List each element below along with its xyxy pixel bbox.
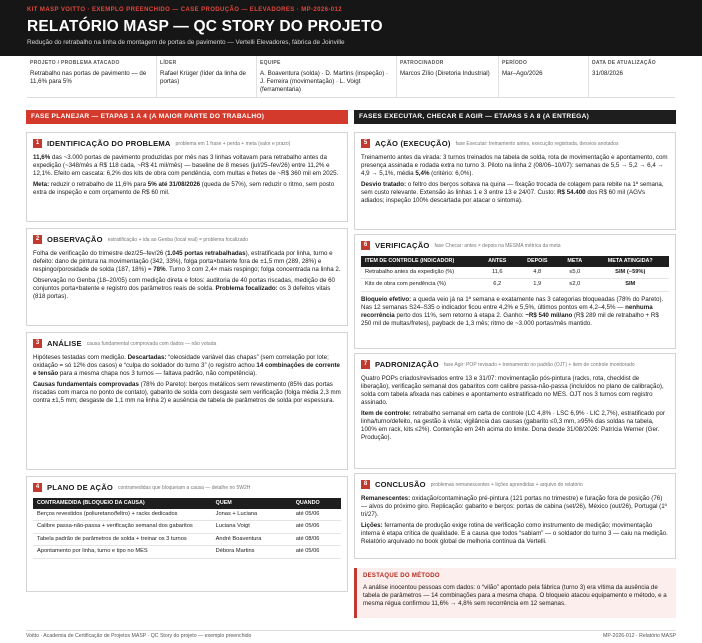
section-title: PADRONIZAÇÃO <box>375 360 439 369</box>
step-number: 7 <box>361 360 370 369</box>
column-header: ANTES <box>478 256 516 267</box>
table-cell: até 05/06 <box>292 521 341 533</box>
section-subtitle: fase Executar: treinamento antes, execução registrada, desvios anotados <box>455 140 619 147</box>
meta-value: 31/08/2026 <box>592 69 623 77</box>
table-row <box>361 267 669 279</box>
section-subtitle: problema em 1 frase + perda + meta (valor e prazo) <box>175 140 291 147</box>
do-check-act-column <box>354 110 676 607</box>
table-row <box>33 509 341 521</box>
section-subtitle: estratificação + ida ao Genba (local real) = problema focalizado <box>107 236 249 243</box>
column-header: META ATINGIDA? <box>592 256 669 267</box>
section-conclusao <box>354 473 676 559</box>
page-title: RELATÓRIO MASP — QC STORY DO PROJETO <box>27 17 383 35</box>
phase-execute-header: FASES EXECUTAR, CHECAR E AGIR — ETAPAS 5 A 8 (A ENTREGA) <box>354 110 676 124</box>
method-highlight-callout <box>354 568 676 618</box>
callout-text: A análise inocentou pessoas com dados: o “vilão” apontado pela fábrica (turno 3) era vítima da ausência de tabela de parâmetros — 14 combinações para a mesma chapa. O bloqueio atacou equipamento e método, e a mesma régua confirmou 11,6% → 4,8% sem recorrência em 12 semanas. <box>363 583 667 607</box>
meta-value: Rafael Krüger (líder da linha de portas) <box>160 69 246 85</box>
table-cell: 6,2 <box>478 279 516 291</box>
section-title: CONCLUSÃO <box>375 480 426 489</box>
section-subtitle: contramedidas que bloqueiam a causa — detalhe no 5W2H <box>118 484 251 491</box>
analysis-hypotheses: Hipóteses testadas com medição. Descartadas: “oleosidade variável das chapas” (sem correlação por lote; oxidação = só 12% dos casos) e “culpa do soldador do turno 3” (o registro achou 14 combinações de corrente e tensão para a mesma chapa nos 3 turnos — faltava padrão, não competência). <box>33 353 340 377</box>
section-subtitle: causa fundamental comprovada com dados — não votada <box>86 340 217 347</box>
observation-genba: Observação no Genba (18–20/05) com medição direta e fotos: auditoria de 40 portas riscadas, medição de 60 conjuntos porta×batente e registro dos parâmetros reais de solda. Problema focalizado: os 3 defeitos vitais (818 portas). <box>33 277 335 301</box>
report-header <box>0 0 702 56</box>
column-header: CONTRAMEDIDA (BLOQUEIO DA CAUSA) <box>33 498 212 509</box>
section-title: ANÁLISE <box>47 339 82 348</box>
table-cell: SIM <box>592 279 669 291</box>
table-row <box>33 521 341 533</box>
table-cell: até 05/06 <box>292 509 341 521</box>
table-row <box>33 533 341 545</box>
meta-team <box>257 56 397 97</box>
meta-project <box>27 56 157 97</box>
meta-leader <box>157 56 257 97</box>
meta-label: PERÍODO <box>502 60 528 66</box>
table-cell: Débora Martins <box>212 546 292 558</box>
meta-value: Retrabalho nas portas de pavimento — de 11,6% para 5% <box>30 69 147 85</box>
table-cell: ≤2,0 <box>558 279 591 291</box>
verification-summary: Bloqueio efetivo: a queda veio já na 1ª semana e exatamente nas 3 categorias bloqueadas (78% do Pareto). Nas 12 semanas S24–S35 o indicador ficou entre 4,2% e 5,5%, últimos pontos em 4,2–4,5% — nenhuma recorrência perto dos 11%, sem retorno à etapa 2. Ganho: ~R$ 540 mil/ano (R$ 289 mil de retrabalho + R$ 250 mil de multas/fretes), payback de 1,3 mês; ritmo de ~3.000 portas/mês mantido. <box>361 295 664 327</box>
step-number: 1 <box>33 139 42 148</box>
table-cell: Retrabalho antes da expedição (%) <box>361 267 478 279</box>
meta-value: Mar–Ago/2026 <box>502 69 543 77</box>
column-header: QUEM <box>212 498 292 509</box>
section-title: OBSERVAÇÃO <box>47 235 103 244</box>
execution-training: Treinamento antes da virada: 3 turnos treinados na tabela de solda, rota de movimentação e apontamento, com presença assinada e rodada extra no turno 3. Piloto na linha 2 (08/06–10/07): semanas de 5,5 → 5,2 → 6,4 → 4,9 → 5,1%, média 5,4% (critério: 6,0%). <box>361 153 668 177</box>
section-title: VERIFICAÇÃO <box>375 241 430 250</box>
table-cell: Kits de obra com pendência (%) <box>361 279 478 291</box>
meta-label: LÍDER <box>160 60 177 66</box>
section-analise <box>26 332 348 470</box>
project-meta-bar <box>27 56 675 98</box>
column-header: DEPOIS <box>517 256 559 267</box>
footer-left: Voitto · Academia de Certificação de Projetos MASP · QC Story do projeto — exemplo preenchido <box>26 633 252 639</box>
meta-period <box>499 56 589 97</box>
conclusion-lessons: Lições: ferramenta de produção exige rotina de verificação como instrumento de medição; movimentação interna é etapa crítica de qualidade. E a causa que todos “sabiam” — o soldador do turno 3 — caiu na medição. Relatório arquivado no book global de melhoria contínua da Vertelli. <box>361 522 668 546</box>
meta-label: PROJETO / PROBLEMA ATACADO <box>30 60 120 66</box>
table-cell: 4,8 <box>517 267 559 279</box>
standardization-pops: Quatro POPs criados/revisados entre 13 e 31/07: movimentação pós-pintura (racks, rota, checklist de liberação), verificação semanal dos gabaritos com calibre passa-não-passa (incluídos no plano de calibração), solda com tabela afixada nas cabines e apontamento estratificado no MES. OJT nos 3 turnos com registro assinado. <box>361 374 664 407</box>
section-observacao <box>26 228 348 326</box>
table-cell: Berços revestidos (poliuretano/feltro) + racks dedicados <box>33 509 212 521</box>
meta-updated <box>589 56 675 97</box>
section-subtitle: fase Agir: POP revisado + treinamento no padrão (OJT) + item de controle monitorado <box>443 361 635 368</box>
observation-stratification: Folha de verificação do trimestre dez/25–fev/26 (1.045 portas retrabalhadas), estratificada por linha, turno e defeito: dano de pintura na movimentação (342, 33%), folga porta×batente fora de ±1,5 mm (289, 28%) e respingo/porosidade de solda (187, 18%) = 78%. Turno 3 com 2,4× mais respingo; folga concentrada na linha 2. <box>33 249 341 273</box>
table-cell: ≤5,0 <box>558 267 591 279</box>
section-acao <box>354 132 676 230</box>
meta-label: EQUIPE <box>260 60 281 66</box>
section-plano-acao <box>26 476 348 592</box>
table-cell: Calibre passa-não-passa + verificação semanal dos gabaritos <box>33 521 212 533</box>
meta-sponsor <box>397 56 499 97</box>
table-row <box>33 546 341 558</box>
step-number: 8 <box>361 480 370 489</box>
meta-label: DATA DE ATUALIZAÇÃO <box>592 60 656 66</box>
table-cell: 11,6 <box>478 267 516 279</box>
step-number: 5 <box>361 139 370 148</box>
verification-table <box>361 256 669 292</box>
table-cell: 1,9 <box>517 279 559 291</box>
step-number: 4 <box>33 483 42 492</box>
callout-title: DESTAQUE DO MÉTODO <box>363 573 440 579</box>
header-kicker: KIT MASP VOITTO · EXEMPLO PREENCHIDO — CASE PRODUÇÃO — ELEVADORES · MP-2026-012 <box>27 7 342 13</box>
problem-goal: Meta: reduzir o retrabalho de 11,6% para 5% até 31/08/2026 (queda de 57%), sem reduzir o ritmo, sem posto extra de inspeção e com orçamento de R$ 60 mil. <box>33 181 335 197</box>
section-title: PLANO DE AÇÃO <box>47 483 114 492</box>
table-cell: André Boaventura <box>212 533 292 545</box>
step-number: 2 <box>33 235 42 244</box>
section-subtitle: fase Checar: antes × depois na MESMA métrica da meta <box>434 242 561 249</box>
table-cell: Luciana Voigt <box>212 521 292 533</box>
meta-value: Marcos Zílio (Diretoria Industrial) <box>400 69 490 77</box>
action-plan-table <box>33 498 341 559</box>
step-number: 3 <box>33 339 42 348</box>
table-cell: SIM (−59%) <box>592 267 669 279</box>
problem-statement: 11,6% das ~3.000 portas de pavimento produzidas por mês nas 3 linhas voltavam para retrabalho antes da expedição (~348/mês a R$ 118 cada, ~R$ 41 mil/mês) — baseline de 8 meses (jul/25–fev/26) entre 11,2% e 12,1%. Efeito em cascata: 6,2% dos kits de obra com pendência, com multas e fretes de ~R$ 360 mil em 2025. <box>33 153 339 177</box>
table-cell: Apontamento por linha, turno e tipo no MES <box>33 546 212 558</box>
meta-value: A. Boaventura (solda) · D. Martins (inspeção) · J. Ferreira (movimentação) · L. Voigt (ferramentaria) <box>260 69 388 94</box>
column-header: ITEM DE CONTROLE (INDICADOR) <box>361 256 478 267</box>
section-padronizacao <box>354 353 676 469</box>
analysis-root-causes: Causas fundamentais comprovadas (78% do Pareto): berços metálicos sem revestimento (85% das portas riscadas com marca no ponto de contato), gabarito de solda com desgaste sem verificação (folga média 2,3 mm contra ±1,5 mm; desgaste de 1,1 mm na linha 2) e ausência de tabela de parâmetros de solda por espessura. <box>33 381 341 405</box>
plan-column <box>26 110 348 555</box>
section-verificacao <box>354 234 676 349</box>
section-title: IDENTIFICAÇÃO DO PROBLEMA <box>47 139 171 148</box>
page-subtitle: Redução do retrabalho na linha de montagem de portas de pavimento — Vertelli Elevadores, fábrica de Joinville <box>27 38 345 46</box>
meta-label: PATROCINADOR <box>400 60 444 66</box>
execution-deviation: Desvio tratado: o feltro dos berços soltava na quina — fixação trocada de colagem para rebite na 1ª semana, sem custo relevante. Extensão às linhas 1 e 3 entre 13 e 24/07. Custo: R$ 54.400 dos R$ 60 mil (AGVs adiados; inspeção 100% descartada por atacar o sintoma). <box>361 181 664 205</box>
section-subtitle: problemas remanescentes + lições aprendidas + arquivo do relatório <box>430 481 583 488</box>
column-header: META <box>558 256 591 267</box>
table-cell: Jonas + Luciana <box>212 509 292 521</box>
conclusion-remaining: Remanescentes: oxidação/contaminação pré-pintura (121 portas no trimestre) e furação fora de posição (76) — alvos do próximo giro. Replicação: gabarito e berços: portas de cabina (set/26), México (out/26), Portugal (1º tri/27). <box>361 494 667 518</box>
step-number: 6 <box>361 241 370 250</box>
table-cell: até 08/06 <box>292 533 341 545</box>
table-cell: até 05/06 <box>292 546 341 558</box>
table-cell: Tabela padrão de parâmetros de solda + treinar os 3 turnos <box>33 533 212 545</box>
table-row <box>361 279 669 291</box>
phase-plan-header: FASE PLANEJAR — ETAPAS 1 A 4 (A MAIOR PARTE DO TRABALHO) <box>26 110 348 124</box>
section-title: AÇÃO (EXECUÇÃO) <box>375 139 451 148</box>
standardization-control-item: Item de controle: retrabalho semanal em carta de controle (LC 4,8% · LSC 6,9% · LIC 2,7%), estratificado por linha/turno/defeito, na gestão à vista; vigilância das causas (gabarito ≤0,3 mm, ≥95% das soldas na tabela, 100% em rack, kits ≤2%). Contenção em 24h acima do limite. Dona desde 31/08/2026: Patrícia Werner (Ger. Produção). <box>361 410 666 442</box>
footer-right: MP-2026-012 · Relatório MASP <box>603 633 676 639</box>
section-identificacao <box>26 132 348 222</box>
column-header: QUANDO <box>292 498 341 509</box>
page-footer <box>26 630 676 640</box>
